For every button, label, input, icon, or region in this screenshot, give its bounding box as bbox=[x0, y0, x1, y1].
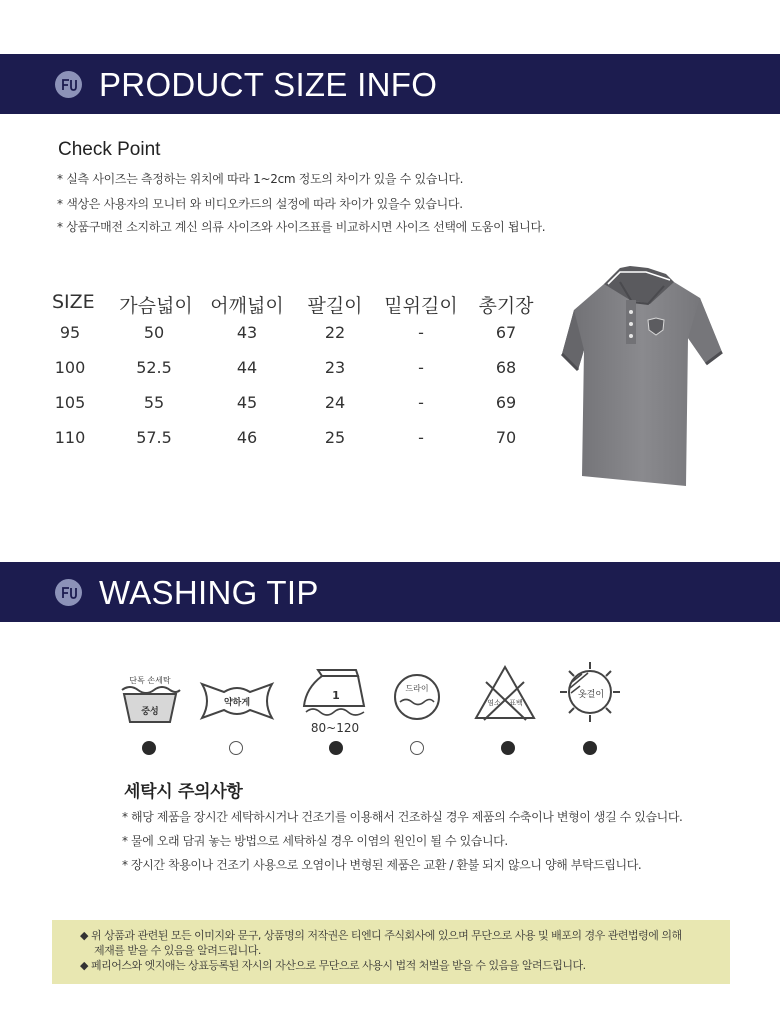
no-bleach-left-label: 염소 bbox=[487, 699, 501, 707]
mild-wash-icon bbox=[198, 680, 276, 722]
table-cell: 23 bbox=[324, 358, 346, 377]
no-bleach-right-label: 표백 bbox=[509, 699, 523, 707]
caution-note: * 해당 제품을 장시간 세탁하시거나 건조기를 이용해서 건조하실 경우 제품의 수축이나 변형이 생길 수 있습니다. bbox=[122, 810, 683, 824]
rise-header: 밑위길이 bbox=[384, 295, 458, 317]
caution-note: * 물에 오래 담궈 놓는 방법으로 세탁하실 경우 이염의 원인이 될 수 있습니다. bbox=[122, 834, 508, 848]
hand-wash-top-label: 단독 손세탁 bbox=[129, 676, 171, 685]
table-cell: 110 bbox=[54, 428, 86, 447]
notice-line: ◆ 위 상품과 관련된 모든 이미지와 문구, 상품명의 저작권은 티엔디 주식회사에 있으며 무단으로 사용 및 배포의 경우 관련법령에 의해 bbox=[80, 929, 682, 942]
table-cell: - bbox=[418, 323, 424, 342]
table-cell: - bbox=[418, 393, 424, 412]
check-point-title: Check Point bbox=[58, 139, 161, 160]
table-cell: 100 bbox=[54, 358, 86, 377]
table-cell: 52.5 bbox=[136, 358, 172, 377]
iron-indicator bbox=[329, 741, 343, 755]
length-header: 총기장 bbox=[478, 295, 534, 317]
table-cell: 68 bbox=[495, 358, 517, 377]
table-cell: 43 bbox=[236, 323, 258, 342]
check-note: * 상품구매전 소지하고 계신 의류 사이즈와 사이즈표를 비교하시면 사이즈 선택에 도움이 됩니다. bbox=[57, 220, 546, 234]
table-cell: 45 bbox=[236, 393, 258, 412]
brand-logo-icon bbox=[55, 71, 82, 98]
shoulder-header: 어깨넓이 bbox=[210, 295, 284, 317]
chest-header: 가슴넓이 bbox=[119, 295, 193, 317]
table-cell: - bbox=[418, 428, 424, 447]
caution-title: 세탁시 주의사항 bbox=[124, 782, 243, 802]
dry-clean-label: 드라이 bbox=[405, 684, 429, 693]
hang-dry-indicator bbox=[583, 741, 597, 755]
no-bleach-indicator bbox=[501, 741, 515, 755]
mild-wash-indicator bbox=[229, 741, 243, 755]
table-cell: 46 bbox=[236, 428, 258, 447]
size-header: SIZE bbox=[52, 291, 95, 313]
iron-icon bbox=[298, 666, 372, 738]
polo-shirt-image bbox=[560, 262, 730, 492]
caution-note: * 장시간 착용이나 건조기 사용으로 오염이나 변형된 제품은 교환 / 환불 되지 않으니 양해 부탁드립니다. bbox=[122, 858, 642, 872]
dry-clean-icon bbox=[392, 672, 442, 722]
table-cell: 24 bbox=[324, 393, 346, 412]
check-note: * 색상은 사용자의 모니터 와 비디오카드의 설정에 따라 차이가 있을수 있습니다. bbox=[57, 197, 463, 211]
check-note: * 실측 사이즈는 측정하는 위치에 따라 1~2cm 정도의 차이가 있을 수 있습니다. bbox=[57, 172, 464, 186]
dry-clean-indicator bbox=[410, 741, 424, 755]
mild-wash-label: 약하게 bbox=[223, 698, 251, 708]
hand-wash-bottom-label: 중성 bbox=[141, 707, 159, 717]
table-cell: 50 bbox=[143, 323, 165, 342]
hang-dry-label: 옷걸이 bbox=[577, 690, 605, 700]
table-cell: 105 bbox=[54, 393, 86, 412]
hand-wash-indicator bbox=[142, 741, 156, 755]
table-cell: 70 bbox=[495, 428, 517, 447]
table-cell: 57.5 bbox=[136, 428, 172, 447]
brand-logo-icon bbox=[55, 579, 82, 606]
hang-dry-shade-icon bbox=[558, 660, 622, 724]
washing-tip-header bbox=[0, 562, 780, 622]
table-cell: 55 bbox=[143, 393, 165, 412]
table-cell: - bbox=[418, 358, 424, 377]
table-cell: 95 bbox=[59, 323, 81, 342]
copyright-notice bbox=[52, 920, 730, 984]
washing-tip-title: WASHING TIP bbox=[99, 574, 319, 611]
iron-temp-label: 80~120 bbox=[310, 721, 360, 735]
table-cell: 22 bbox=[324, 323, 346, 342]
sleeve-header: 팔길이 bbox=[307, 295, 363, 317]
table-cell: 67 bbox=[495, 323, 517, 342]
iron-level-label: 1 bbox=[332, 689, 340, 702]
table-cell: 44 bbox=[236, 358, 258, 377]
no-bleach-icon bbox=[472, 664, 538, 722]
size-info-title: PRODUCT SIZE INFO bbox=[99, 66, 438, 103]
table-cell: 25 bbox=[324, 428, 346, 447]
notice-line: ◆ 페리어스와 엣지애는 상표등록된 자시의 자산으로 무단으로 사용시 법적 처벌을 받을 수 있음을 알려드립니다. bbox=[80, 959, 586, 972]
table-cell: 69 bbox=[495, 393, 517, 412]
notice-line: 제재를 받을 수 있음을 알려드립니다. bbox=[94, 944, 261, 957]
size-info-header bbox=[0, 54, 780, 114]
hand-wash-icon bbox=[118, 670, 182, 726]
